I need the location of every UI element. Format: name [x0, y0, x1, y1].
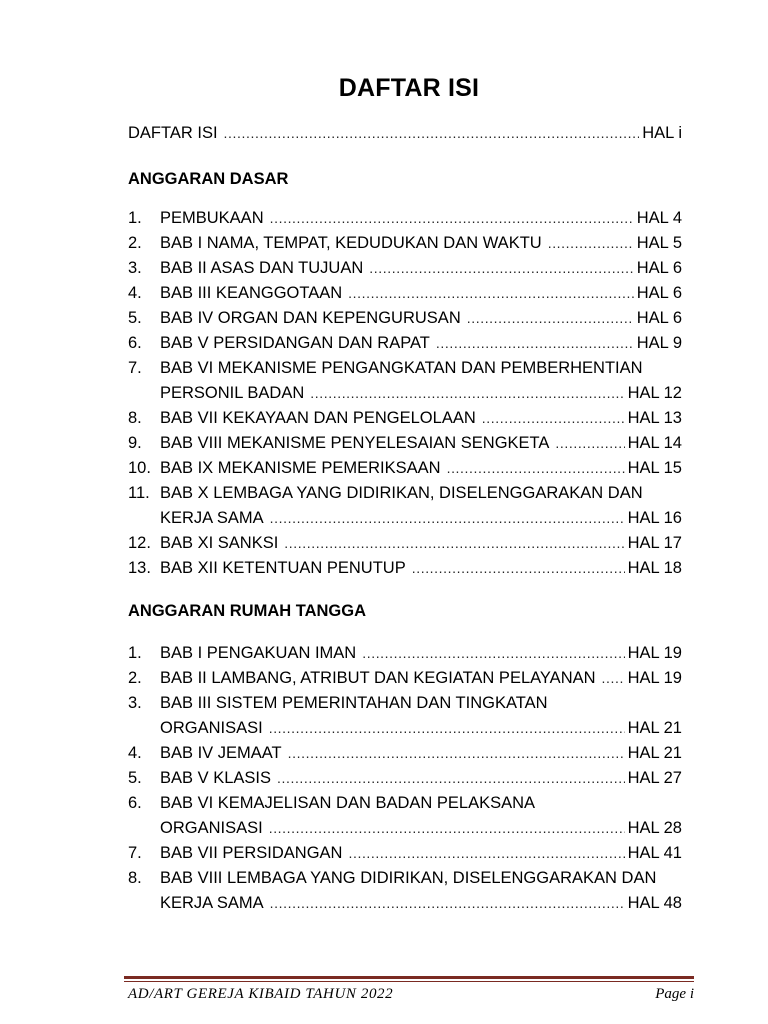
toc-entry[interactable]	[128, 409, 682, 434]
dot-leader	[269, 720, 625, 736]
toc-entry-page: HAL 12	[627, 384, 682, 402]
toc-entry-continuation[interactable]	[128, 719, 682, 744]
toc-entry-page: HAL 19	[627, 644, 682, 662]
toc-entry-number: 11.	[128, 484, 150, 502]
toc-entry-page: HAL 5	[636, 234, 682, 252]
toc-entry[interactable]	[128, 794, 682, 819]
toc-list-art	[128, 644, 682, 919]
toc-entry-text-continued: PERSONIL BADAN	[160, 384, 305, 402]
footer-rule	[124, 976, 694, 979]
dot-leader	[224, 125, 640, 141]
toc-entry-number: 7.	[128, 359, 142, 377]
toc-entry-continuation[interactable]	[128, 894, 682, 919]
section-heading-ad: ANGGARAN DASAR	[128, 170, 289, 188]
toc-entry-text: BAB IV JEMAAT	[160, 744, 282, 762]
dot-leader	[310, 385, 624, 401]
toc-entry-text: BAB IX MEKANISME PEMERIKSAAN	[160, 459, 441, 477]
toc-entry-page: HAL 15	[627, 459, 682, 477]
toc-entry-page: HAL i	[642, 124, 682, 142]
toc-entry-page: HAL 16	[627, 509, 682, 527]
toc-entry-page: HAL 48	[627, 894, 682, 912]
toc-entry-page: HAL 19	[627, 669, 682, 687]
toc-entry-text: BAB X LEMBAGA YANG DIDIRIKAN, DISELENGGARAKAN DAN	[160, 484, 643, 502]
dot-leader	[269, 820, 625, 836]
dot-leader	[447, 460, 625, 476]
toc-entry-continuation[interactable]	[128, 819, 682, 844]
toc-entry-number: 10.	[128, 459, 151, 477]
toc-entry[interactable]	[128, 484, 682, 509]
toc-entry[interactable]	[128, 669, 682, 694]
toc-entry[interactable]	[128, 309, 682, 334]
toc-entry-text-continued: KERJA SAMA	[160, 894, 264, 912]
footer-rule-thin	[124, 981, 694, 982]
toc-entry-page: HAL 17	[627, 534, 682, 552]
toc-entry-number: 12.	[128, 534, 151, 552]
footer-page-number: Page i	[655, 986, 694, 1002]
toc-entry-page: HAL 27	[627, 769, 682, 787]
toc-entry-text: BAB IV ORGAN DAN KEPENGURUSAN	[160, 309, 461, 327]
toc-entry-page: HAL 6	[636, 284, 682, 302]
toc-entry-page: HAL 13	[627, 409, 682, 427]
toc-top	[128, 124, 682, 149]
section-heading-art: ANGGARAN RUMAH TANGGA	[128, 602, 367, 620]
toc-entry-number: 5.	[128, 309, 142, 327]
dot-leader	[277, 770, 625, 786]
dot-leader	[482, 410, 625, 426]
toc-entry-text-continued: ORGANISASI	[160, 819, 263, 837]
toc-entry-number: 3.	[128, 259, 142, 277]
toc-entry[interactable]	[128, 434, 682, 459]
toc-entry-page: HAL 6	[636, 259, 682, 277]
toc-entry-text: BAB V KLASIS	[160, 769, 271, 787]
toc-entry-number: 4.	[128, 284, 142, 302]
toc-entry-page: HAL 21	[627, 719, 682, 737]
toc-entry-page: HAL 4	[636, 209, 682, 227]
toc-entry-text: BAB I PENGAKUAN IMAN	[160, 644, 357, 662]
toc-entry-page: HAL 6	[636, 309, 682, 327]
toc-entry-number: 8.	[128, 409, 142, 427]
toc-entry-number: 8.	[128, 869, 142, 887]
toc-entry-page: HAL 28	[627, 819, 682, 837]
toc-entry-page: HAL 41	[627, 844, 682, 862]
toc-entry-text: BAB III KEANGGOTAAN	[160, 284, 343, 302]
toc-entry[interactable]	[128, 334, 682, 359]
toc-entry-text: BAB VIII MEKANISME PENYELESAIAN SENGKETA	[160, 434, 550, 452]
toc-entry[interactable]	[128, 284, 682, 309]
toc-entry-text: BAB VII KEKAYAAN DAN PENGELOLAAN	[160, 409, 476, 427]
toc-entry[interactable]	[128, 694, 682, 719]
toc-entry-text: BAB VIII LEMBAGA YANG DIDIRIKAN, DISELENGGARAKAN DAN	[160, 869, 657, 887]
toc-entry-page: HAL 18	[627, 559, 682, 577]
toc-entry-number: 3.	[128, 694, 142, 712]
toc-list-ad	[128, 209, 682, 584]
toc-entry-text: BAB VI MEKANISME PENGANGKATAN DAN PEMBERHENTIAN	[160, 359, 643, 377]
dot-leader	[270, 895, 625, 911]
toc-entry-number: 1.	[128, 644, 142, 662]
dot-leader	[270, 510, 625, 526]
toc-entry-continuation[interactable]	[128, 384, 682, 409]
dot-leader	[412, 560, 625, 576]
toc-entry-number: 1.	[128, 209, 142, 227]
dot-leader	[362, 645, 624, 661]
toc-entry-number: 2.	[128, 669, 142, 687]
toc-entry-text-continued: ORGANISASI	[160, 719, 263, 737]
toc-entry-text-continued: KERJA SAMA	[160, 509, 264, 527]
dot-leader	[369, 260, 633, 276]
dot-leader	[548, 235, 634, 251]
dot-leader	[602, 670, 625, 686]
dot-leader	[288, 745, 625, 761]
toc-entry[interactable]	[128, 769, 682, 794]
toc-entry[interactable]	[128, 359, 682, 384]
toc-entry-text: BAB VI KEMAJELISAN DAN BADAN PELAKSANA	[160, 794, 536, 812]
toc-entry-number: 6.	[128, 334, 142, 352]
dot-leader	[270, 210, 634, 226]
dot-leader	[348, 845, 624, 861]
toc-entry-page: HAL 14	[627, 434, 682, 452]
toc-entry[interactable]	[128, 644, 682, 669]
dot-leader	[555, 435, 624, 451]
toc-entry-continuation[interactable]	[128, 509, 682, 534]
page-title: DAFTAR ISI	[338, 74, 480, 102]
dot-leader	[467, 310, 634, 326]
toc-entry[interactable]	[128, 459, 682, 484]
toc-entry[interactable]	[128, 534, 682, 559]
toc-entry-text: BAB XI SANKSI	[160, 534, 279, 552]
dot-leader	[348, 285, 634, 301]
toc-entry-number: 13.	[128, 559, 151, 577]
toc-entry[interactable]	[128, 234, 682, 259]
toc-entry[interactable]	[128, 869, 682, 894]
toc-entry[interactable]	[128, 744, 682, 769]
toc-entry-number: 5.	[128, 769, 142, 787]
toc-entry[interactable]	[128, 209, 682, 234]
toc-entry[interactable]	[128, 559, 682, 584]
dot-leader	[436, 335, 634, 351]
toc-entry-number: 7.	[128, 844, 142, 862]
toc-entry-text: BAB V PERSIDANGAN DAN RAPAT	[160, 334, 430, 352]
toc-entry[interactable]	[128, 844, 682, 869]
toc-entry-text: BAB III SISTEM PEMERINTAHAN DAN TINGKATAN	[160, 694, 548, 712]
footer-document-title: AD/ART GEREJA KIBAID TAHUN 2022	[128, 986, 394, 1002]
toc-entry-text: BAB II LAMBANG, ATRIBUT DAN KEGIATAN PELAYANAN	[160, 669, 596, 687]
toc-entry-number: 2.	[128, 234, 142, 252]
toc-entry-text: PEMBUKAAN	[160, 209, 264, 227]
toc-entry[interactable]	[128, 259, 682, 284]
toc-entry[interactable]	[128, 124, 682, 149]
toc-entry-number: 6.	[128, 794, 142, 812]
toc-entry-page: HAL 21	[627, 744, 682, 762]
toc-entry-number: 4.	[128, 744, 142, 762]
dot-leader	[284, 535, 624, 551]
toc-entry-text: DAFTAR ISI	[128, 124, 218, 142]
toc-entry-text: BAB I NAMA, TEMPAT, KEDUDUKAN DAN WAKTU	[160, 234, 542, 252]
toc-entry-page: HAL 9	[636, 334, 682, 352]
toc-entry-text: BAB XII KETENTUAN PENUTUP	[160, 559, 406, 577]
toc-entry-text: BAB II ASAS DAN TUJUAN	[160, 259, 364, 277]
toc-entry-number: 9.	[128, 434, 142, 452]
toc-entry-text: BAB VII PERSIDANGAN	[160, 844, 343, 862]
